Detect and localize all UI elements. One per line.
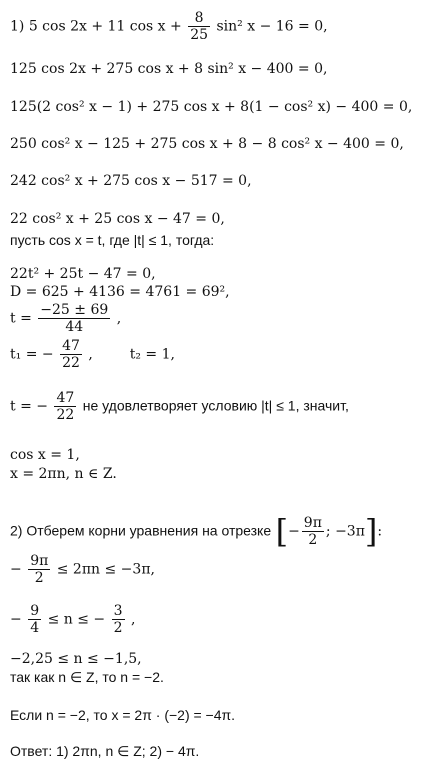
fraction-denominator: 4 — [30, 620, 40, 636]
right-bracket-icon: ] — [364, 512, 378, 551]
fraction-numerator: 9 — [30, 603, 40, 619]
interval-left-fraction — [302, 515, 324, 548]
cos-equals-one-line: cos x = 1, — [10, 447, 80, 463]
inequality-2-suffix: , — [130, 611, 136, 628]
line-1-suffix: sin² x − 16 = 0, — [216, 18, 328, 35]
fraction-denominator: 2 — [113, 620, 123, 636]
interval-selection-line: 2) Отберем корни уравнения на отрезке [− $\frac{9\pi}{2}$ ; −3π]: — [10, 512, 383, 551]
fraction-numerator: 47 — [62, 338, 80, 354]
t2-value: t₂ = 1, — [129, 346, 175, 363]
roots-formula-prefix: t = — [10, 310, 32, 327]
fraction-numerator: 9π — [30, 553, 49, 569]
decimal-bounds-line: −2,25 ≤ n ≤ −1,5, — [10, 651, 142, 667]
roots-values-line — [10, 338, 175, 371]
fraction-9-4 — [28, 603, 41, 636]
equation-line-4: 250 cos² x − 125 + 275 cos x + 8 − 8 cos² x − 400 = 0, — [10, 136, 404, 152]
inequality-2-prefix: − — [10, 611, 22, 628]
rejected-root-fraction — [54, 390, 76, 423]
t1-comma: , — [88, 346, 93, 363]
substitution-line: пусть cos x = t, где |t| ≤ 1, тогда: — [10, 232, 215, 248]
root-rejection-line — [10, 390, 349, 423]
inequality-1-fraction — [28, 553, 50, 586]
fraction-numerator: 47 — [56, 390, 75, 406]
interval-selection-text: 2) Отберем корни уравнения на отрезке — [10, 522, 272, 539]
substitution-result-line: Если n = −2, то x = 2π · (−2) = −4π. — [10, 707, 236, 723]
fraction-denominator: 22 — [56, 407, 75, 423]
inequality-1-prefix: − — [10, 561, 22, 578]
answer-line: Ответ: 1) 2πn, n ∈ Z; 2) − 4π. — [10, 743, 200, 759]
fraction-numerator: −25 ± 69 — [40, 302, 109, 318]
general-solution-line: x = 2πn, n ∈ Z. — [10, 466, 117, 482]
equation-line-6: 22 cos² x + 25 cos x − 47 = 0, — [10, 211, 225, 227]
equation-line-5: 242 cos² x + 275 cos x − 517 = 0, — [10, 173, 252, 189]
equation-line-3: 125(2 cos² x − 1) + 275 cos x + 8(1 − cos² x) − 400 = 0, — [10, 99, 413, 115]
integer-choice-line: так как n ∈ Z, то n = −2. — [10, 669, 164, 685]
fraction-denominator: 2 — [34, 570, 44, 586]
interval-right-end: ; −3π — [325, 523, 365, 540]
fraction-numerator: 3 — [113, 603, 123, 619]
roots-formula-line — [10, 302, 121, 335]
equation-line-2: 125 cos 2x + 275 cos x + 8 sin² x − 400 = 0, — [10, 61, 328, 77]
t1-prefix: t₁ = − — [10, 346, 54, 363]
inequality-1-suffix: ≤ 2πn ≤ −3π, — [56, 561, 155, 578]
rejection-text: не удовлетворяет условию |t| ≤ 1, значит, — [82, 397, 349, 414]
fraction-8-25 — [188, 10, 210, 43]
fraction-denominator: 44 — [65, 319, 84, 335]
fraction-denominator: 22 — [62, 355, 80, 371]
roots-fraction — [38, 302, 110, 335]
inequality-2-middle: ≤ n ≤ − — [47, 611, 106, 628]
equation-line-1 — [10, 10, 328, 43]
fraction-denominator: 2 — [308, 532, 318, 548]
inequality-line-2 — [10, 603, 135, 636]
quadratic-equation: 22t² + 25t − 47 = 0, — [10, 266, 156, 282]
rejection-prefix: t = − — [10, 398, 48, 415]
discriminant-line: D = 625 + 4136 = 4761 = 69², — [10, 284, 230, 300]
fraction-3-2 — [112, 603, 125, 636]
fraction-numerator: 8 — [188, 10, 210, 27]
line-1-prefix: 1) 5 cos 2x + 11 cos x + — [10, 18, 182, 35]
fraction-numerator: 9π — [303, 515, 322, 531]
inequality-line-1 — [10, 553, 155, 586]
fraction-denominator: 25 — [190, 27, 209, 43]
left-bracket-icon: [ — [275, 512, 289, 551]
t1-fraction — [60, 338, 82, 371]
roots-formula-suffix: , — [116, 310, 122, 327]
